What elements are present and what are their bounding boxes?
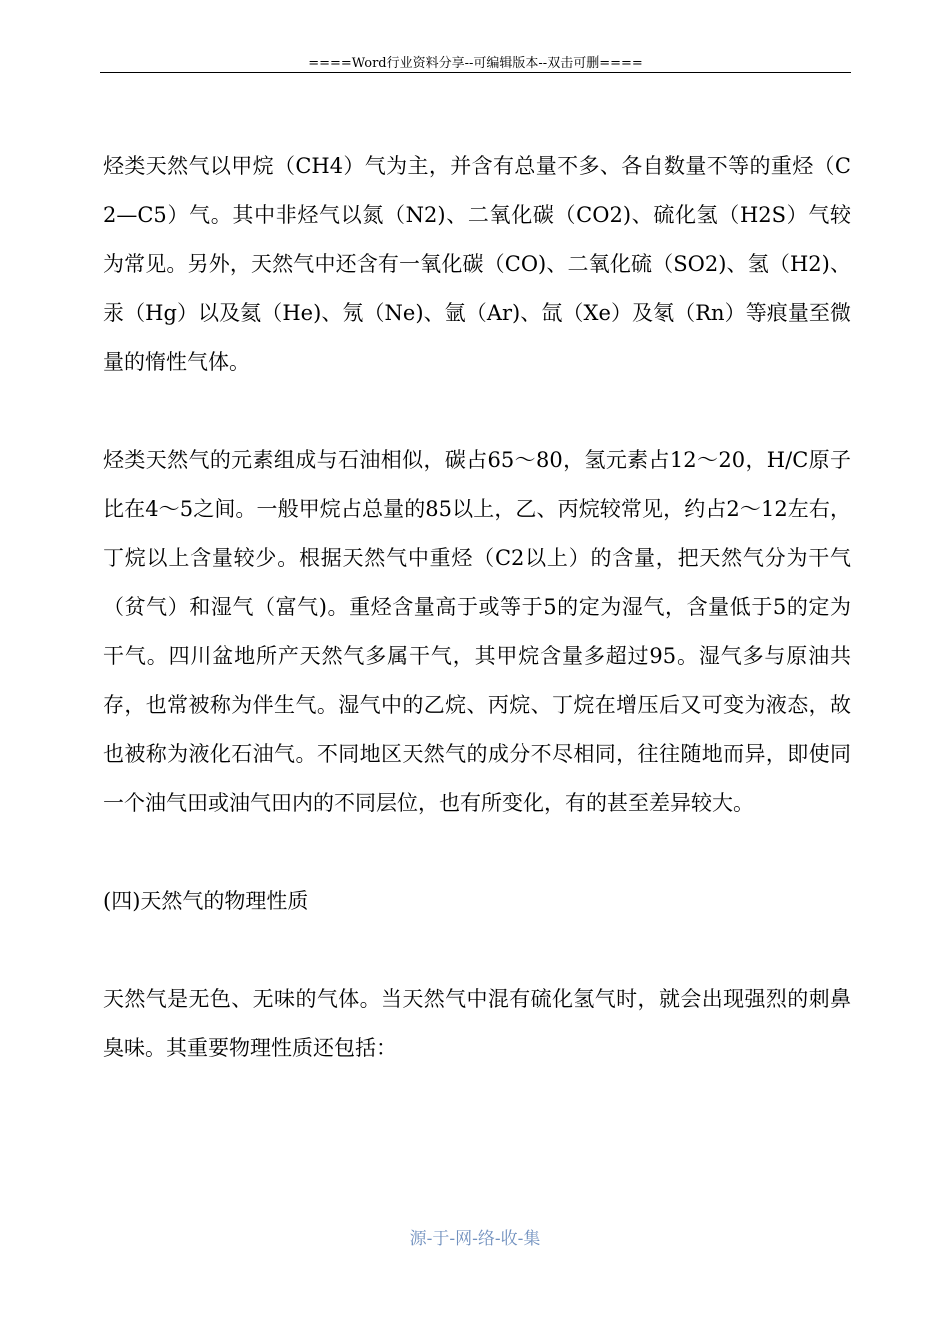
paragraph-elements: 烃类天然气的元素组成与石油相似，碳占65～80，氢元素占12～20，H/C原子比在4～5之间。一般甲烷占总量的85以上，乙、丙烷较常见，约占2～12左右，丁烷以上含量较少。根据天然气中重烃（C2以上）的含量，把天然气分为干气（贫气）和湿气（富气)。重烃含量高于或等于5的定为湿气，含量低于5的定为干气。四川盆地所产天然气多属干气，其甲烷含量多超过95。湿气多与原油共存，也常被称为伴生气。湿气中的乙烷、丙烷、丁烷在增压后又可变为液态，故也被称为液化石油气。不同地区天然气的成分不尽相同，往往随地而异，即使同一个油气田或油气田内的不同层位，也有所变化，有的甚至差异较大。 — [103, 448, 851, 815]
header-text: ====Word行业资料分享--可编辑版本--双击可删==== — [308, 56, 643, 71]
section-heading: (四)天然气的物理性质 — [103, 889, 309, 913]
paragraph-composition: 烃类天然气以甲烷（CH4）气为主，并含有总量不多、各自数量不等的重烃（C2—C5）气。其中非烃气以氮（N2)、二氧化碳（CO2)、硫化氢（H2S）气较为常见。另外，天然气中还含有一氧化碳（CO)、二氧化硫（SO2)、氢（H2)、汞（Hg）以及氦（He)、氖（Ne)、氩（Ar)、氙（Xe）及氡（Rn）等痕量至微量的惰性气体。 — [103, 154, 851, 374]
document-body — [103, 142, 851, 1073]
page-footer — [0, 1228, 950, 1250]
page-header — [100, 56, 851, 73]
paragraph-physical-properties: 天然气是无色、无味的气体。当天然气中混有硫化氢气时，就会出现强烈的刺鼻臭味。其重要物理性质还包括： — [103, 987, 851, 1060]
footer-text: 源-于-网-络-收-集 — [409, 1229, 541, 1249]
